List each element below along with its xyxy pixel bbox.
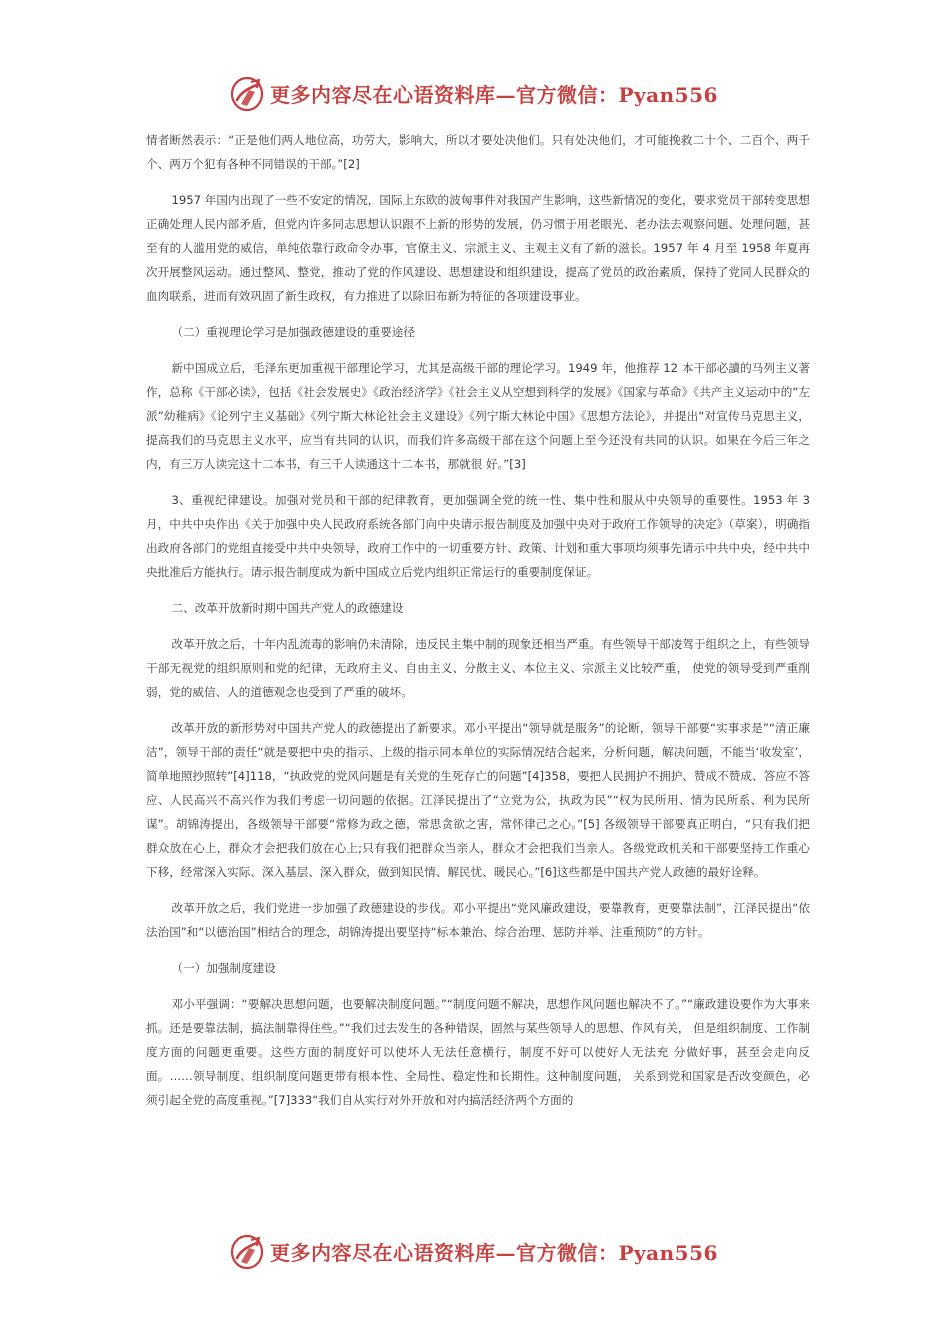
hand-book-logo-icon <box>229 1232 267 1272</box>
paragraph-reform-problems: 改革开放之后，十年内乱流毒的影响仍未清除，违反民主集中制的现象还相当严重。有些领导干部凌驾于组织之上，有些领导干部无视党的组织原则和党的纪律，无政府主义、自由主义、分散主义、本位主义、宗派主义比较严重， 使党的领导受到严重削弱，党的威信、人的道德观念也受到了严重的破坏。 <box>146 637 810 699</box>
paragraph-theory-study: 新中国成立后，毛泽东更加重视干部理论学习，尤其是高级干部的理论学习。1949 年，他推荐 12 本干部必讀的马列主义著作，总称《干部必读》，包括《社会发展史》《政治经济学》《社会主义从空想到科学的发展》《国家与革命》《共产主义运动中的“左派”幼稚病》《论列宁主义基础》《列宁斯大林论社会主义建设》《列宁斯大林论中国》《思想方法论》，并提出“对宣传马克思主义，提高我们的马克思主义水平，应当有共同的认识，而我们许多高级干部在这个问题上至今还没有共同的认识。如果在今后三年之内，有三万人读完这十二本书，有三千人读通这十二本书，那就很 好。”[3] <box>146 361 810 471</box>
paragraph-new-requirements: 改革开放的新形势对中国共产党人的政德提出了新要求。邓小平提出“领导就是服务”的论断，领导干部要“实事求是”“清正廉洁”，领导干部的责任“就是要把中央的指示、上级的指示同本单位的实际情况结合起来，分析问题，解决问题，不能当‘收发室’，简单地照抄照转”[4]118，“执政党的党风问题是有关党的生死存亡的问题”[4]358，要把人民拥护不拥护、赞成不赞成、答应不答应、人民高兴不高兴作为我们考虑一切问题的依据。江泽民提出了“立党为公，执政为民”“权为民所用、情为民所系、利为民所谋”。胡锦涛提出，各级领导干部要“常修为政之德，常思贪欲之害，常怀律己之心。”[5] 各级领导干部要真正明白，“只有我们把群众放在心上，群众才会把我们放在心上;只有我们把群众当亲人，群众才会把我们当亲人。各级党政机关和干部要坚持工作重心下移，经常深入实际、深入基层、深入群众，做到知民情、解民忧、暖民心。”[6]这些都是中国共产党人政德的最好诠释。 <box>146 721 810 879</box>
paragraph-deng-institution: 邓小平强调：“要解决思想问题，也要解决制度问题。”“制度问题不解决，思想作风问题也解决不了。”“廉政建设要作为大事来抓。还是要靠法制，搞法制靠得住些。”“我们过去发生的各种错误，固然与某些领导人的思想、作风有关， 但是组织制度、工作制度方面的问题更重要。这些方面的制度好可以使坏人无法任意横行，制度不好可以使好人无法充 分做好事，甚至会走向反面。……领导制度、组织制度问题更带有根本性、全局性、稳定性和长期性。这种制度问题， 关系到党和国家是否改变颜色，必须引起全党的高度重视。”[7]333“我们自从实行对外开放和对内搞活经济两个方面的 <box>146 997 810 1107</box>
watermark-text: 更多内容尽在心语资料库—官方微信：Pyan556 <box>270 83 718 107</box>
section-heading-institution: （一）加强制度建设 <box>171 961 276 975</box>
paragraph-pace-of-construction: 改革开放之后，我们党进一步加强了政德建设的步伐。邓小平提出“党风廉政建设，要靠教育，更要靠法制”，江泽民提出“依法治国”和“以德治国”相结合的理念，胡锦涛提出要坚持“标本兼治、综合治理、惩防并举、注重预防”的方针。 <box>146 901 810 939</box>
watermark-banner-top <box>0 70 950 120</box>
document-body <box>146 128 810 1124</box>
section-heading-theory-study: （二）重视理论学习是加强政德建设的重要途径 <box>171 325 415 339</box>
paragraph-continuation: 情者断然表示：“正是他们两人地位高，功劳大，影响大，所以才要处决他们。只有处决他们，才可能挽救二十个、二百个、两千个、两万个犯有各种不同错误的干部。”[2] <box>146 133 810 171</box>
watermark-text: 更多内容尽在心语资料库—官方微信：Pyan556 <box>270 1241 718 1265</box>
section-heading-reform-era: 二、改革开放新时期中国共产党人的政德建设 <box>171 601 404 615</box>
watermark-banner-bottom <box>0 1228 950 1278</box>
paragraph-discipline: 3、重视纪律建设。加强对党员和干部的纪律教育，更加强调全党的统一性、集中性和服从中央领导的重要性。1953 年 3 月，中共中央作出《关于加强中央人民政府系统各部门向中央请示报告制度及加强中央对于政府工作领导的决定》（草案），明确指出政府各部门的党组直接受中共中央领导，政府工作中的一切重要方针、政策、计划和重大事项均须事先请示中共中央，经中共中央批准后方能执行。请示报告制度成为新中国成立后党内组织正常运行的重要制度保证。 <box>146 493 810 579</box>
paragraph-1957-rectification: 1957 年国内出现了一些不安定的情况，国际上东欧的波匈事件对我国产生影响，这些新情况的变化，要求党员干部转变思想正确处理人民内部矛盾，但党内许多同志思想认识跟不上新的形势的发展，仍习惯于用老眼光、老办法去观察问题、处理问题，甚至有的人滥用党的威信，单纯依靠行政命令办事，官僚主义、宗派主义、主观主义有了新的滋长。1957 年 4 月至 1958 年夏再次开展整风运动。通过整风、整党，推动了党的作风建设、思想建设和组织建设，提高了党员的政治素质，保持了党同人民群众的血肉联系，进而有效巩固了新生政权，有力推进了以除旧布新为特征的各项建设事业。 <box>146 193 810 303</box>
hand-book-logo-icon <box>229 74 267 114</box>
